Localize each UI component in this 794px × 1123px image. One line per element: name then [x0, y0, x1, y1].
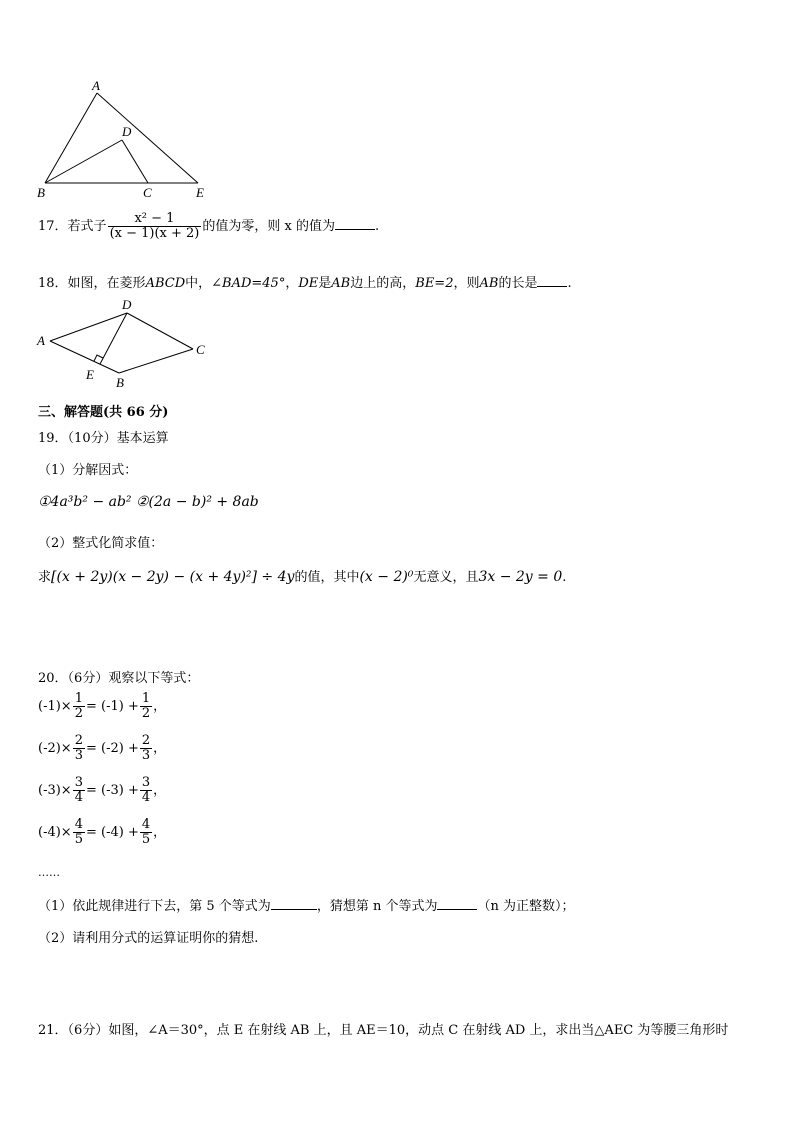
q19-part2: （2）整式化简求值：: [38, 536, 164, 551]
q20-numerator: 3: [74, 775, 83, 790]
label-D: D: [122, 124, 132, 139]
label-C2: C: [196, 342, 205, 357]
q20-fraction: [73, 692, 85, 721]
q18-text7: 的长是: [498, 276, 538, 291]
q18-number: 18．: [38, 276, 68, 291]
q17-end: .: [374, 219, 380, 234]
label-D2: D: [122, 297, 132, 312]
q20-row-left: (-3)×: [38, 783, 72, 798]
q18-text6: ，则: [453, 276, 480, 291]
q18-end: .: [567, 276, 572, 291]
q18-ab2: AB: [479, 276, 499, 291]
q20-denominator: 5: [74, 832, 83, 847]
q20-fraction: [140, 692, 152, 721]
q17-denominator: (x − 1)(x + 2): [109, 226, 200, 241]
q19-part2-prefix: 求: [38, 570, 52, 585]
q20-numerator: 1: [74, 691, 83, 706]
q20-row-end: ，: [153, 741, 167, 756]
q20-numerator: 3: [141, 775, 151, 790]
q19-part2-equation: 3x − 2y = 0: [478, 569, 563, 585]
q18-angle: ∠BAD=45°: [211, 276, 286, 291]
q19-part2-condition: (x − 2)⁰: [359, 569, 414, 585]
label-E2: E: [86, 367, 94, 382]
q20-ellipsis: ……: [38, 866, 60, 879]
label-C: C: [143, 185, 152, 200]
q20-denominator: 2: [141, 706, 151, 721]
q18-abcd: ABCD: [145, 276, 186, 291]
q20-equation-row: [38, 734, 166, 763]
q20-row-end: ，: [153, 699, 167, 714]
q20-part2: （2）请利用分式的运算证明你的猜想.: [38, 931, 259, 946]
question-17: [38, 212, 379, 241]
q19-part2-mid: 的值，其中: [294, 570, 360, 585]
q20-part1-b: ，猜想第 n 个等式为: [316, 899, 438, 914]
q20-blank-5th[interactable]: [271, 909, 317, 910]
q20-row-end: ，: [153, 825, 167, 840]
label-B2: B: [116, 375, 124, 390]
q20-denominator: 2: [74, 706, 83, 721]
q17-suffix: 的值为零，则 x 的值为: [202, 219, 335, 234]
section-title: 三、解答题(共 66 分): [38, 405, 169, 420]
q20-denominator: 3: [74, 748, 83, 763]
q20-numerator: 2: [141, 733, 151, 748]
q20-equation-row: [38, 692, 166, 721]
q18-answer-blank[interactable]: [537, 286, 567, 287]
q17-number: 17．: [38, 219, 68, 234]
figure-rhombus-abcd: [30, 294, 220, 394]
q19-part1-expression: ①4a³b² − ab² ②(2a − b)² + 8ab: [38, 494, 259, 510]
q20-row-left: (-1)×: [38, 699, 72, 714]
q20-row-mid: = (-2) +: [85, 741, 139, 756]
question-18: [38, 272, 572, 291]
q20-blank-nth[interactable]: [437, 909, 477, 910]
q20-numerator: 4: [141, 817, 151, 832]
q18-de: DE: [298, 276, 319, 291]
q20-fraction: [140, 818, 152, 847]
q20-fraction: [140, 776, 152, 805]
q17-numerator: x² − 1: [134, 211, 175, 226]
q20-row-mid: = (-1) +: [85, 699, 139, 714]
q20-part1: [38, 895, 574, 914]
q18-text1: 如图，在菱形: [67, 276, 146, 291]
q20-denominator: 4: [74, 790, 83, 805]
label-A2: A: [37, 333, 45, 348]
q20-numerator: 2: [74, 733, 83, 748]
q20-part1-a: （1）依此规律进行下去，第 5 个等式为: [38, 899, 271, 914]
figure-triangle-abcde: [30, 76, 220, 202]
q19-part2-expression: [(x + 2y)(x − 2y) − (x + 4y)²] ÷ 4y: [51, 569, 295, 585]
q19-part2-end: .: [562, 570, 567, 585]
q20-equation-row: [38, 776, 166, 805]
q19-part2-mid2: 无意义，且: [413, 570, 479, 585]
q18-text3: ，: [285, 276, 299, 291]
q20-row-mid: = (-3) +: [85, 783, 139, 798]
label-A: A: [92, 78, 100, 93]
q20-fraction: [140, 734, 152, 763]
q20-row-left: (-4)×: [38, 825, 72, 840]
q20-equation-row: [38, 818, 166, 847]
q20-row-end: ，: [153, 783, 167, 798]
q20-fraction: [73, 776, 85, 805]
q19-part2-line: [38, 566, 566, 585]
q18-text2: 中，: [185, 276, 212, 291]
q20-denominator: 4: [141, 790, 151, 805]
q18-ab: AB: [331, 276, 351, 291]
q20-row-left: (-2)×: [38, 741, 72, 756]
q19-part1: （1）分解因式：: [38, 463, 138, 478]
q20-row-mid: = (-4) +: [85, 825, 139, 840]
q19-title: 19．（10分）基本运算: [38, 431, 169, 446]
q20-numerator: 1: [141, 691, 151, 706]
question-21: 21．（6分）如图，∠A＝30°，点 E 在射线 AB 上，且 AE＝10，动点 C 在射线 AD 上，求出当△AEC 为等腰三角形时: [38, 1023, 729, 1038]
q17-prefix: 若式子: [67, 219, 107, 234]
q20-fraction: [73, 734, 85, 763]
q17-answer-blank[interactable]: [335, 229, 375, 230]
label-E: E: [196, 185, 204, 200]
label-B: B: [37, 185, 45, 200]
q20-denominator: 5: [141, 832, 151, 847]
q20-part1-c: （n 为正整数）；: [477, 899, 575, 914]
q20-title: 20．（6分）观察以下等式：: [38, 671, 200, 686]
q20-numerator: 4: [74, 817, 83, 832]
q20-fraction: [73, 818, 85, 847]
q17-fraction: [108, 212, 202, 241]
q18-be: BE=2: [415, 276, 454, 291]
q18-text5: 边上的高，: [350, 276, 416, 291]
q18-text4: 是: [318, 276, 332, 291]
q20-denominator: 3: [141, 748, 151, 763]
